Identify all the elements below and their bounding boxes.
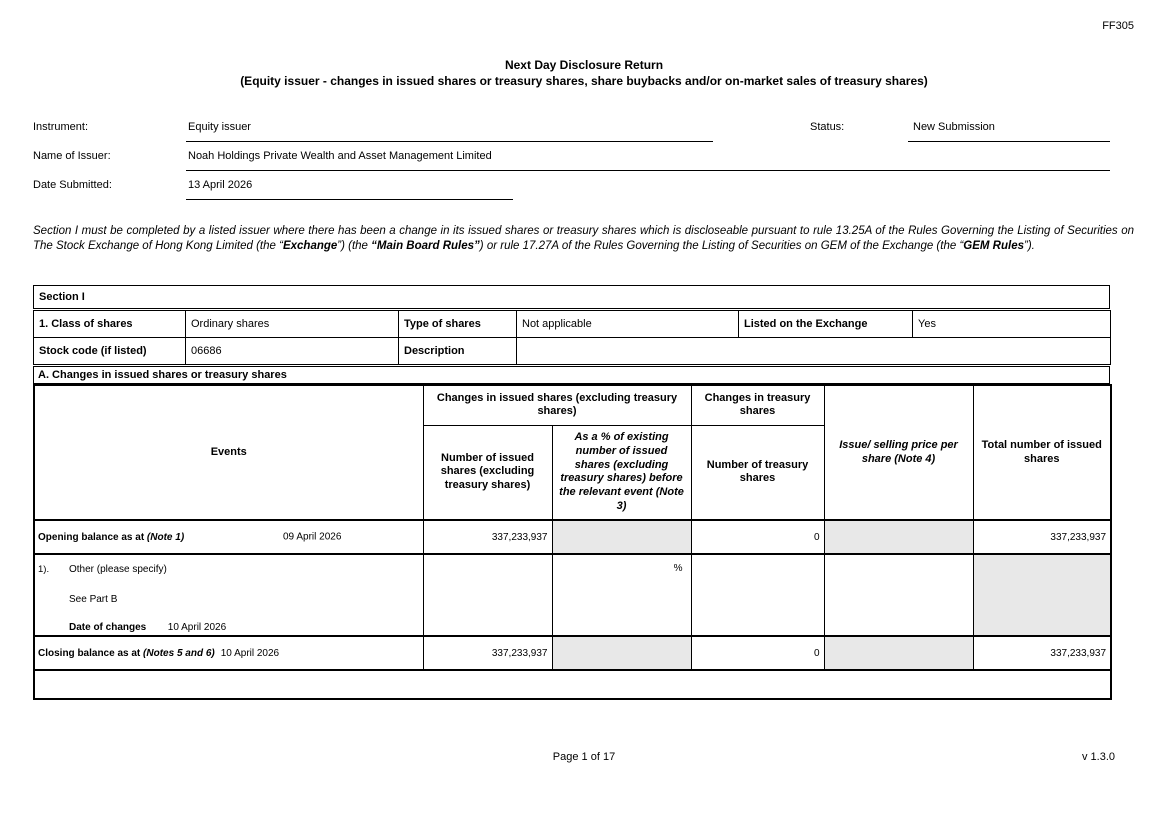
closing-balance-label: Closing balance as at [38,647,144,659]
opening-price-cell-shaded [824,520,973,554]
intro-bold-main-board-rules: “Main Board Rules” [371,240,480,252]
issued-shares-group-header: Changes in issued shares (excluding treasury shares) [423,385,691,425]
event1-date-of-changes-value: 10 April 2026 [167,622,227,633]
listed-on-exchange-label: Listed on the Exchange [739,311,913,338]
opening-num-issued: 337,233,937 [423,520,552,554]
empty-bottom-row [34,670,1111,699]
intro-paragraph [33,224,1134,254]
opening-balance-note: (Note 1) [146,531,185,543]
stock-code-row [34,338,1111,365]
closing-balance-date: 10 April 2026 [220,647,280,659]
stock-code-value: 06686 [186,338,399,365]
header-group-row [34,385,1111,425]
class-of-shares-table [33,310,1111,365]
percent-existing-shares-header: As a % of existing number of issued shares (excluding treasury shares) before the relevant event (Note 3) [552,425,691,520]
type-of-shares-label: Type of shares [399,311,517,338]
footer-version: v 1.3.0 [1081,751,1115,763]
event1-pct-cell: % [552,554,691,636]
instrument-label: Instrument: [33,121,89,133]
number-issued-shares-header: Number of issued shares (excluding treasury shares) [423,425,552,520]
event1-detail: See Part B [69,594,118,605]
form-code: FF305 [1102,20,1134,32]
closing-price-cell-shaded [824,636,973,670]
title-block [0,58,1168,88]
class-of-shares-value: Ordinary shares [186,311,399,338]
closing-pct-cell-shaded [552,636,691,670]
event1-row [34,554,1111,636]
closing-balance-note: (Notes 5 and 6) [143,647,215,659]
description-label: Description [399,338,517,365]
closing-num-treasury: 0 [691,636,824,670]
intro-bold-exchange: Exchange [282,240,338,252]
closing-num-issued: 337,233,937 [423,636,552,670]
page-subtitle: (Equity issuer - changes in issued shares or treasury shares, share buybacks and/or on-market sales of treasury shares) [240,74,928,88]
total-issued-shares-header: Total number of issued shares [973,385,1111,520]
listed-on-exchange-value: Yes [913,311,1111,338]
description-value [517,338,1111,365]
event1-num-treasury-cell [691,554,824,636]
opening-balance-label: Opening balance as at [38,531,147,543]
event1-label: Other (please specify) [69,564,167,575]
intro-text-2: ”) (the [337,240,372,252]
intro-bold-gem-rules: GEM Rules [963,240,1024,252]
date-submitted-value: 13 April 2026 [186,179,513,200]
event1-events-cell [34,554,423,636]
empty-bottom-cell [34,670,1111,699]
share-changes-table [33,384,1112,700]
closing-total: 337,233,937 [973,636,1111,670]
date-submitted-label: Date Submitted: [33,179,112,191]
opening-num-treasury: 0 [691,520,824,554]
status-label: Status: [810,121,845,133]
price-per-share-header: Issue/ selling price per share (Note 4) [824,385,973,520]
issuer-name-label: Name of Issuer: [33,150,111,162]
opening-balance-row [34,520,1111,554]
event1-num-issued-cell [423,554,552,636]
event1-index: 1). [38,564,50,575]
opening-pct-cell-shaded [552,520,691,554]
event1-total-cell-shaded [973,554,1111,636]
opening-balance-events-cell [34,520,423,554]
opening-total: 337,233,937 [973,520,1111,554]
part-a-header: A. Changes in issued shares or treasury shares [33,366,1110,384]
section1-header: Section I [33,285,1110,309]
status-value: New Submission [908,121,1110,142]
event1-price-cell [824,554,973,636]
event1-date-of-changes-label: Date of changes [69,622,147,633]
footer-page-number: Page 1 of 17 [552,751,616,763]
issuer-name-value: Noah Holdings Private Wealth and Asset Management Limited [186,150,1110,171]
stock-code-label: Stock code (if listed) [34,338,186,365]
closing-balance-events-cell [34,636,423,670]
events-header: Events [34,385,423,520]
class-of-shares-row [34,311,1111,338]
page-title: Next Day Disclosure Return [504,58,664,72]
instrument-value: Equity issuer [186,121,713,142]
opening-balance-date: 09 April 2026 [283,531,342,543]
intro-text-4: ”). [1024,240,1035,252]
closing-balance-row [34,636,1111,670]
treasury-shares-group-header: Changes in treasury shares [691,385,824,425]
type-of-shares-value: Not applicable [517,311,739,338]
number-treasury-shares-header: Number of treasury shares [691,425,824,520]
class-of-shares-label: 1. Class of shares [34,311,186,338]
intro-text-3: ) or rule 17.27A of the Rules Governing the Listing of Securities on GEM of the Exchange (the “ [479,240,964,252]
intro-text-1: Section I must be completed by a listed issuer where there has been a change in its issued shares or treasury shares which is discloseable pursuant to rule 13.25A of the Rules Governing the Listing of Securities on The Stock Exchange of Hong Kong Limited (the “ [33,225,1134,252]
